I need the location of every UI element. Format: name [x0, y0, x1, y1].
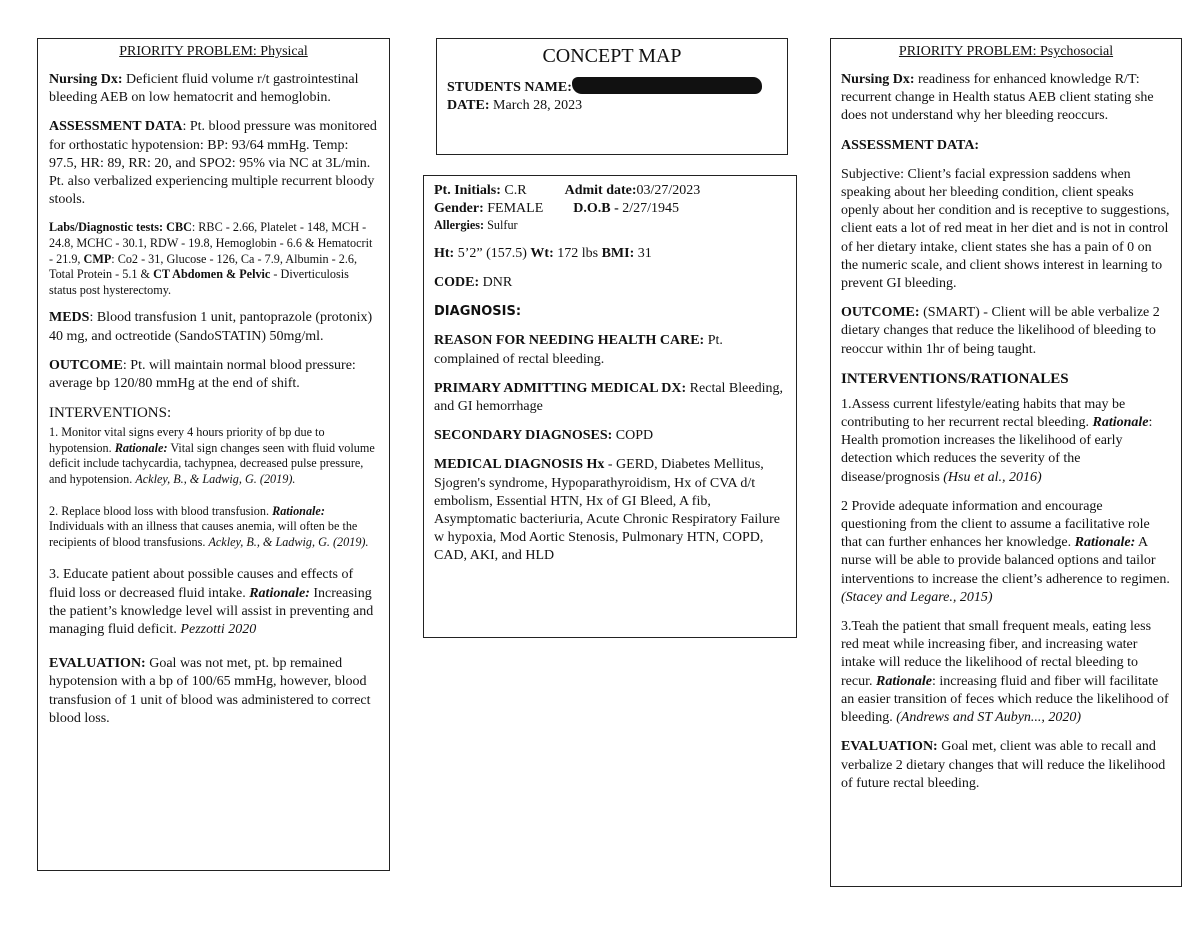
dob-label: D.O.B - [573, 201, 623, 217]
meds-label: MEDS [49, 310, 90, 326]
psych-assessment-heading [841, 137, 1171, 155]
physical-assessment-label: ASSESSMENT DATA [49, 119, 183, 135]
psych-outcome-label: OUTCOME: [841, 305, 920, 321]
physical-int1-citation: Ackley, B., & Ladwig, G. (2019). [135, 471, 296, 486]
psych-int3-citation: (Andrews and ST Aubyn..., 2020) [896, 710, 1082, 726]
allergies-value: Sulfur [484, 218, 518, 233]
patient-initials-line [434, 182, 786, 200]
psych-intervention-2 [841, 498, 1171, 607]
physical-int1-rationale-text: Vital sign changes seen with fluid volume deficit include tachycardia, tachypnea, decreased pulse pressure, and hypotension. [49, 440, 375, 486]
psych-int1-rationale-text: : Health promotion increases the likelihood of early detection which reduces the severity of the disease/prognosis [841, 415, 1153, 485]
patient-info-box [423, 175, 797, 638]
medical-history-label: MEDICAL DIAGNOSIS Hx [434, 457, 605, 473]
reason-value: Pt. complained of rectal bleeding. [434, 333, 723, 367]
psych-int2-text: 2 Provide adequate information and encourage questioning from the client to assume a facilitative role that can further enhances her knowledge. [841, 498, 1150, 551]
primary-dx [434, 380, 786, 416]
patient-code [434, 274, 786, 292]
concept-map-header-box [436, 38, 788, 155]
physical-nursing-dx-label: Nursing Dx: [49, 72, 123, 87]
medical-history-value: - GERD, Diabetes Mellitus, Sjogren's syndrome, Hypoparathyroidism, Hx of CVA d/t embolism, Essential HTN, Hx of GI Bleed, A fib, Asymptomatic bacteriuria, Acute Chronic Respiratory Failure w hypoxia, Mod Aortic Stenosis, Pulmonary HTN, COPD, CAD, AKI, and HLD [434, 457, 781, 564]
labs-ct-text: - Diverticulosis status post hysterectomy. [49, 267, 349, 297]
physical-meds [49, 309, 378, 345]
patient-gender-line [434, 200, 786, 218]
labs-cmp-label: CMP [83, 251, 112, 266]
physical-nursing-dx-text: Deficient fluid volume r/t gastrointestinal bleeding AEB on low hematocrit and hemoglobin. [49, 72, 359, 106]
patient-measurements [434, 245, 786, 263]
labs-ct-label: CT Abdomen & Pelvic [153, 267, 271, 282]
psych-outcome [841, 304, 1171, 359]
height-value: 5’2” (157.5) [454, 246, 531, 261]
physical-assessment-text: : Pt. blood pressure was monitored for orthostatic hypotension: BP: 93/64 mmHg. Temp: 97.5, HR: 89, RR: 20, and SPO2: 95% via NC at 3L/min. Pt. also verbalized experiencing multiple recurrent bloody stools. [49, 119, 377, 208]
height-label: Ht: [434, 246, 455, 261]
code-label: CODE: [434, 275, 480, 291]
secondary-dx-value: COPD [612, 428, 654, 444]
psych-int2-rationale-text: A nurse will be able to provide balanced options and tailor interventions to increase the client’s adherence to regimen. [841, 535, 1170, 587]
physical-int3-rationale-text: Increasing the patient’s knowledge level will assist in preventing and managing fluid deficit. [49, 585, 374, 637]
physical-int2-text: 2. Replace blood loss with blood transfusion. [49, 503, 273, 518]
admit-date-value: 03/27/2023 [636, 183, 701, 198]
primary-dx-value: Rectal Bleeding, and GI hemorrhage [434, 380, 783, 415]
physical-priority-box [37, 38, 390, 871]
psych-int2-citation: (Stacey and Legare., 2015) [841, 589, 993, 605]
psych-evaluation-label: EVALUATION: [841, 739, 938, 755]
physical-int2-rationale-text: Individuals with an illness that causes anemia, will often be the recipients of blood transfusions. [49, 519, 358, 549]
physical-intervention-1 [49, 425, 378, 487]
physical-evaluation-label: EVALUATION: [49, 656, 146, 672]
patient-allergies-line [434, 218, 786, 234]
physical-evaluation-text: Goal was not met, pt. bp remained hypotension with a bp of 100/65 mmHg, however, blood transfusion of 1 unit of blood was administered to correct blood loss. [49, 656, 371, 726]
physical-outcome [49, 357, 378, 393]
medical-history [434, 456, 786, 565]
psych-nursing-dx-label: Nursing Dx: [841, 72, 915, 87]
physical-outcome-label: OUTCOME [49, 357, 123, 373]
bmi-label: BMI: [601, 246, 635, 261]
secondary-dx-label: SECONDARY DIAGNOSES: [434, 428, 613, 444]
reason-label: REASON FOR NEEDING HEALTH CARE: [434, 333, 705, 349]
date-value: March 28, 2023 [489, 98, 583, 114]
psych-int3-text: 3.Teah the patient that small frequent meals, eating less red meat while increasing fiber, and increasing water intake will reduce the likelihood of rectal bleeding to recur. [841, 619, 1152, 689]
code-value: DNR [479, 275, 513, 291]
allergies-label: Allergies: [434, 218, 485, 233]
gender-label: Gender: [434, 201, 484, 217]
psych-int3-rationale-label: Rationale [875, 673, 932, 689]
psych-int3-rationale-text: : increasing fluid and fiber will facilitate an easier transition of feces which reduce the likelihood of bleeding. [841, 673, 1169, 726]
psych-evaluation [841, 738, 1171, 793]
psych-subjective: Subjective: Client’s facial expression saddens when speaking about her bleeding condition, client speaks openly about her condition and is receptive to suggestions, client eats a lot of red meat in her diet and is not in control of her dietary intake, client states she has a pain of 0 on the numeric scale, and client shows interest in learning to prevent GI bleeding. [841, 166, 1170, 292]
psych-nursing-dx-text: readiness for enhanced knowledge R/T: recurrent change in Health status AEB client stating she does not understand why her bleeding reoccurs. [841, 72, 1154, 124]
weight-value: 172 lbs [553, 246, 602, 261]
physical-int2-citation: Ackley, B., & Ladwig, G. (2019). [208, 534, 369, 549]
psych-assessment-label: ASSESSMENT DATA: [841, 137, 980, 153]
primary-dx-label: PRIMARY ADMITTING MEDICAL DX: [434, 380, 687, 396]
physical-int1-rationale-label: Rationale: [114, 440, 168, 455]
redacted-name [572, 77, 762, 94]
physical-int3-rationale-label: Rationale: [249, 585, 310, 601]
meds-text: : Blood transfusion 1 unit, pantoprazole (protonix) 40 mg, and octreotide (SandoSTATIN) 50mg/ml. [49, 310, 373, 344]
dob-value: 2/27/1945 [622, 201, 680, 217]
physical-interventions-heading: INTERVENTIONS: [49, 405, 172, 422]
psych-evaluation-text: Goal met, client was able to recall and verbalize 2 dietary changes that will reduce the likelihood of future rectal bleeding. [841, 739, 1166, 791]
bmi-value: 31 [634, 246, 652, 261]
physical-labs [49, 220, 378, 298]
physical-int2-rationale-label: Rationale: [272, 503, 325, 518]
psych-int1-rationale-label: Rationale [1092, 415, 1149, 431]
psych-int2-rationale-label: Rationale: [1074, 535, 1136, 551]
physical-int3-citation: Pezzotti 2020 [180, 621, 257, 637]
date-label: DATE: [447, 98, 490, 114]
psych-interventions-heading [841, 370, 1171, 389]
secondary-dx [434, 427, 786, 445]
physical-int1-text: 1. Monitor vital signs every 4 hours priority of bp due to hypotension. [49, 425, 325, 455]
psych-interventions-label: INTERVENTIONS/RATIONALES [841, 370, 1069, 387]
physical-outcome-text: : Pt. will maintain normal blood pressure: average bp 120/80 mmHg at the end of shift. [49, 357, 356, 391]
student-name-label: STUDENTS NAME: [447, 80, 572, 95]
psych-title: PRIORITY PROBLEM: Psychosocial [898, 44, 1114, 59]
physical-int3-text: 3. Educate patient about possible causes and effects of fluid loss or decreased fluid intake. [49, 567, 354, 601]
physical-nursing-dx [49, 71, 378, 107]
reason-for-care [434, 332, 786, 368]
student-name-line [447, 77, 777, 97]
gender-value: FEMALE [483, 201, 544, 217]
psych-int1-text: 1.Assess current lifestyle/eating habits that may be contributing to her recurrent rectal bleeding. [841, 396, 1126, 431]
psych-intervention-3 [841, 618, 1171, 727]
concept-map-title: CONCEPT MAP [542, 45, 682, 67]
initials-value: C.R [500, 183, 527, 198]
initials-label: Pt. Initials: [434, 183, 501, 198]
physical-intervention-3 [49, 566, 378, 639]
labs-cbc-text: : RBC - 2.66, Platelet - 148, MCH - 24.8, MCHC - 30.1, RDW - 19.8, Hemoglobin - 6.6 & Hematocrit - 21.9, [49, 220, 373, 266]
physical-assessment [49, 118, 378, 209]
psych-intervention-1 [841, 396, 1171, 487]
labs-cmp-text: : Co2 - 31, Glucose - 126, Ca - 7.9, Albumin - 2.6, Total Protein - 5.1 & [49, 251, 358, 282]
date-line [447, 97, 777, 115]
weight-label: Wt: [530, 246, 554, 261]
labs-label: Labs/Diagnostic tests: [49, 220, 167, 235]
physical-evaluation [49, 655, 378, 728]
labs-cbc-label: CBC [166, 220, 192, 235]
physical-intervention-2 [49, 504, 378, 551]
psych-outcome-text: (SMART) - Client will be able verbalize 2 dietary changes that reduce the likelihood of bleeding to reoccur within 1hr of being taught. [841, 305, 1160, 357]
psych-nursing-dx [841, 71, 1171, 126]
physical-title: PRIORITY PROBLEM: Physical [119, 44, 308, 59]
psychosocial-priority-box [830, 38, 1182, 887]
diagnosis-heading: DIAGNOSIS: [434, 304, 522, 320]
psych-int1-citation: (Hsu et al., 2016) [943, 469, 1042, 485]
admit-date-label: Admit date: [564, 183, 637, 198]
